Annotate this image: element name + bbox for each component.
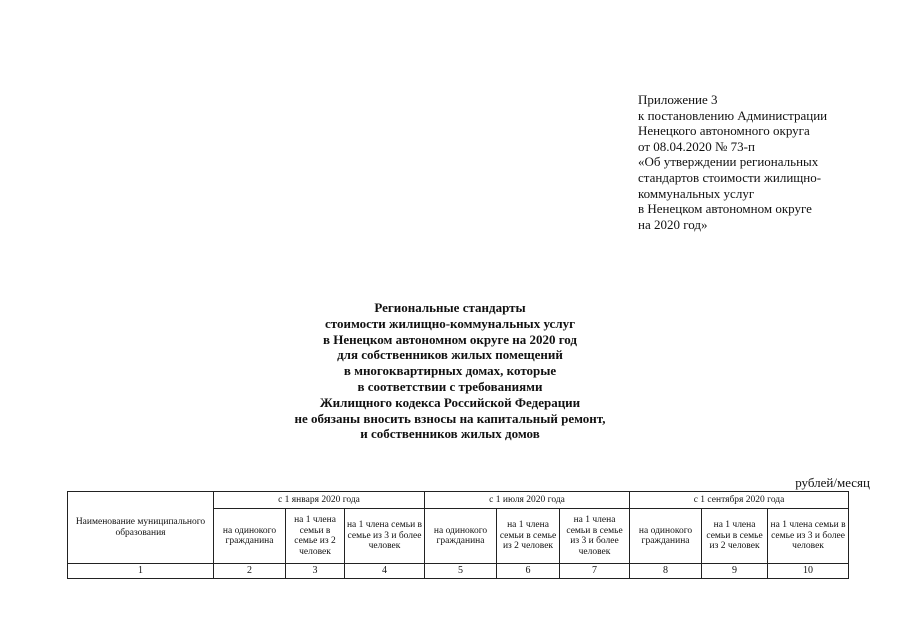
period-header-september: с 1 сентября 2020 года (630, 492, 849, 509)
column-number: 4 (345, 564, 425, 579)
appendix-block (638, 92, 888, 232)
title-line: и собственников жилых домов (360, 426, 540, 442)
appendix-line: от 08.04.2020 № 73-п (638, 138, 755, 154)
unit-label: рублей/месяц (795, 475, 870, 490)
subheader-single: на одинокого гражданина (630, 509, 702, 564)
appendix-line: в Ненецком автономном округе (638, 201, 812, 217)
column-number: 3 (286, 564, 345, 579)
table-header-row (68, 492, 849, 509)
subheader-family-of-2: на 1 члена семьи в семье из 2 человек (702, 509, 768, 564)
title-line: не обязаны вносить взносы на капитальный ремонт, (294, 410, 606, 426)
title-line: Региональные стандарты (374, 300, 526, 315)
municipality-header: Наименование муниципального образования (68, 492, 214, 564)
title-line: в Ненецком автономном округе на 2020 год (322, 331, 577, 347)
appendix-line: Ненецкого автономного округа (638, 123, 810, 139)
column-number: 6 (497, 564, 560, 579)
appendix-line: стандартов стоимости жилищно- (638, 169, 822, 185)
period-header-january: с 1 января 2020 года (214, 492, 425, 509)
appendix-line: «Об утверждении региональных (638, 154, 819, 170)
column-number: 8 (630, 564, 702, 579)
column-number: 7 (560, 564, 630, 579)
appendix-line: к постановлению Администрации (638, 107, 828, 123)
title-line: в соответствии с требованиями (357, 378, 543, 394)
title-line: Жилищного кодекса Российской Федерации (319, 394, 581, 410)
period-header-july: с 1 июля 2020 года (425, 492, 630, 509)
title-line: для собственников жилых помещений (337, 347, 563, 363)
column-number: 10 (768, 564, 849, 579)
title-line: стоимости жилищно-коммунальных услуг (324, 315, 576, 331)
appendix-line: коммунальных услуг (638, 185, 755, 201)
subheader-family-of-3-plus: на 1 члена семьи в семье из 3 и более человек (768, 509, 849, 564)
column-number: 9 (702, 564, 768, 579)
column-number-row (68, 564, 849, 579)
subheader-family-of-2: на 1 члена семьи в семье из 2 человек (286, 509, 345, 564)
title-line: в многоквартирных домах, которые (343, 363, 557, 379)
subheader-family-of-2: на 1 члена семьи в семье из 2 человек (497, 509, 560, 564)
subheader-family-of-3-plus: на 1 члена семьи в семье из 3 и более человек (345, 509, 425, 564)
column-number: 5 (425, 564, 497, 579)
subheader-single: на одинокого гражданина (214, 509, 286, 564)
subheader-single: на одинокого гражданина (425, 509, 497, 564)
column-number: 2 (214, 564, 286, 579)
appendix-line: на 2020 год» (638, 216, 708, 232)
column-number: 1 (68, 564, 214, 579)
document-title (150, 300, 750, 442)
subheader-family-of-3-plus: на 1 члена семьи в семье из 3 и более человек (560, 509, 630, 564)
standards-table (67, 491, 849, 579)
appendix-line: Приложение 3 (638, 92, 718, 107)
